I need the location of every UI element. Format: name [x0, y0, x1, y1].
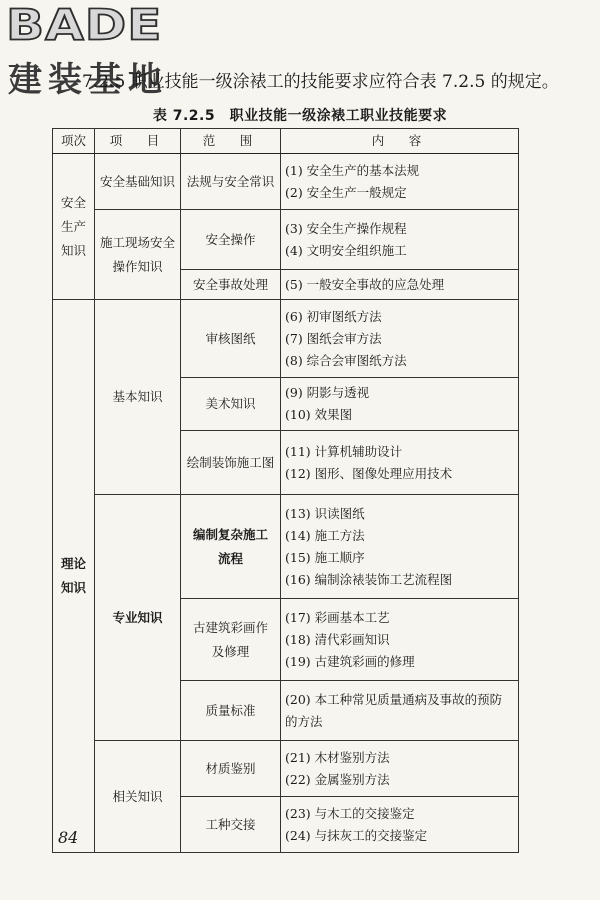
scope-cell: 编制复杂施工流程	[181, 495, 281, 599]
table-header-row	[53, 129, 519, 154]
content-line: (1) 安全生产的基本法规	[285, 162, 420, 178]
scope-cell: 古建筑彩画作及修理	[181, 599, 281, 681]
content-line: (6) 初审图纸方法	[285, 308, 382, 324]
content-cell	[281, 270, 519, 300]
content-line: (4) 文明安全组织施工	[285, 242, 407, 258]
content-line: (15) 施工顺序	[285, 549, 365, 565]
content-line: (5) 一般安全事故的应急处理	[285, 276, 445, 292]
content-cell	[281, 210, 519, 270]
content-line: (18) 清代彩画知识	[285, 631, 390, 647]
logo-subtitle: 建装基地	[8, 60, 168, 100]
scope-cell: 安全操作	[181, 210, 281, 270]
skill-requirements-table	[52, 128, 519, 853]
content-line: (7) 图纸会审方法	[285, 330, 382, 346]
item-cell: 相关知识	[95, 741, 181, 853]
content-line: (9) 阴影与透视	[285, 385, 370, 400]
header-item: 项 目	[95, 129, 181, 154]
content-line: (13) 识读图纸	[285, 505, 365, 521]
scope-cell: 审核图纸	[181, 300, 281, 378]
scope-cell: 法规与安全常识	[181, 154, 281, 210]
item-cell: 安全基础知识	[95, 154, 181, 210]
category-cell: 安全生产知识	[53, 154, 95, 300]
content-cell	[281, 154, 519, 210]
table-row	[53, 741, 519, 797]
content-line: (24) 与抹灰工的交接鉴定	[285, 827, 428, 843]
intro-paragraph: 7.2.5 职业技能一级涂裱工的技能要求应符合表 7.2.5 的规定。	[82, 72, 559, 92]
content-line: (3) 安全生产操作规程	[285, 220, 407, 236]
scope-cell: 安全事故处理	[181, 270, 281, 300]
content-line: (20) 本工种常见质量通病及事故的预防的方法	[285, 691, 503, 729]
content-line: (22) 金属鉴别方法	[285, 771, 390, 787]
content-cell	[281, 681, 519, 741]
scope-cell: 绘制装饰施工图	[181, 431, 281, 495]
content-cell	[281, 741, 519, 797]
content-cell	[281, 378, 519, 431]
content-cell	[281, 797, 519, 853]
table-caption: 表 7.2.5 职业技能一级涂裱工职业技能要求	[152, 108, 448, 124]
content-line: (23) 与木工的交接鉴定	[285, 805, 415, 821]
content-line: (10) 效果图	[285, 407, 353, 422]
header-content: 内 容	[281, 129, 519, 154]
item-cell: 基本知识	[95, 300, 181, 495]
content-line: (2) 安全生产一般规定	[285, 184, 407, 200]
scope-cell: 美术知识	[181, 378, 281, 431]
header-scope: 范 围	[181, 129, 281, 154]
page-number: 84	[58, 828, 79, 847]
scope-cell: 质量标准	[181, 681, 281, 741]
item-cell: 专业知识	[95, 495, 181, 741]
content-line: (21) 木材鉴别方法	[285, 749, 390, 765]
table-row	[53, 154, 519, 210]
header-item-no: 项次	[53, 129, 95, 154]
content-cell	[281, 495, 519, 599]
table-row	[53, 495, 519, 599]
content-line: (11) 计算机辅助设计	[285, 443, 403, 459]
content-line: (19) 古建筑彩画的修理	[285, 653, 415, 669]
table-row	[53, 300, 519, 378]
content-line: (12) 图形、图像处理应用技术	[285, 465, 453, 481]
scope-cell: 工种交接	[181, 797, 281, 853]
content-cell	[281, 431, 519, 495]
logo-wordmark: BADE	[6, 0, 163, 50]
content-line: (16) 编制涂裱装饰工艺流程图	[285, 571, 453, 587]
category-cell: 理论知识	[53, 300, 95, 853]
content-line: (17) 彩画基本工艺	[285, 609, 390, 625]
content-cell	[281, 599, 519, 681]
table-row	[53, 210, 519, 270]
content-line: (8) 综合会审图纸方法	[285, 352, 407, 368]
content-line: (14) 施工方法	[285, 527, 365, 543]
content-cell	[281, 300, 519, 378]
scope-cell: 材质鉴别	[181, 741, 281, 797]
item-cell: 施工现场安全操作知识	[95, 210, 181, 300]
